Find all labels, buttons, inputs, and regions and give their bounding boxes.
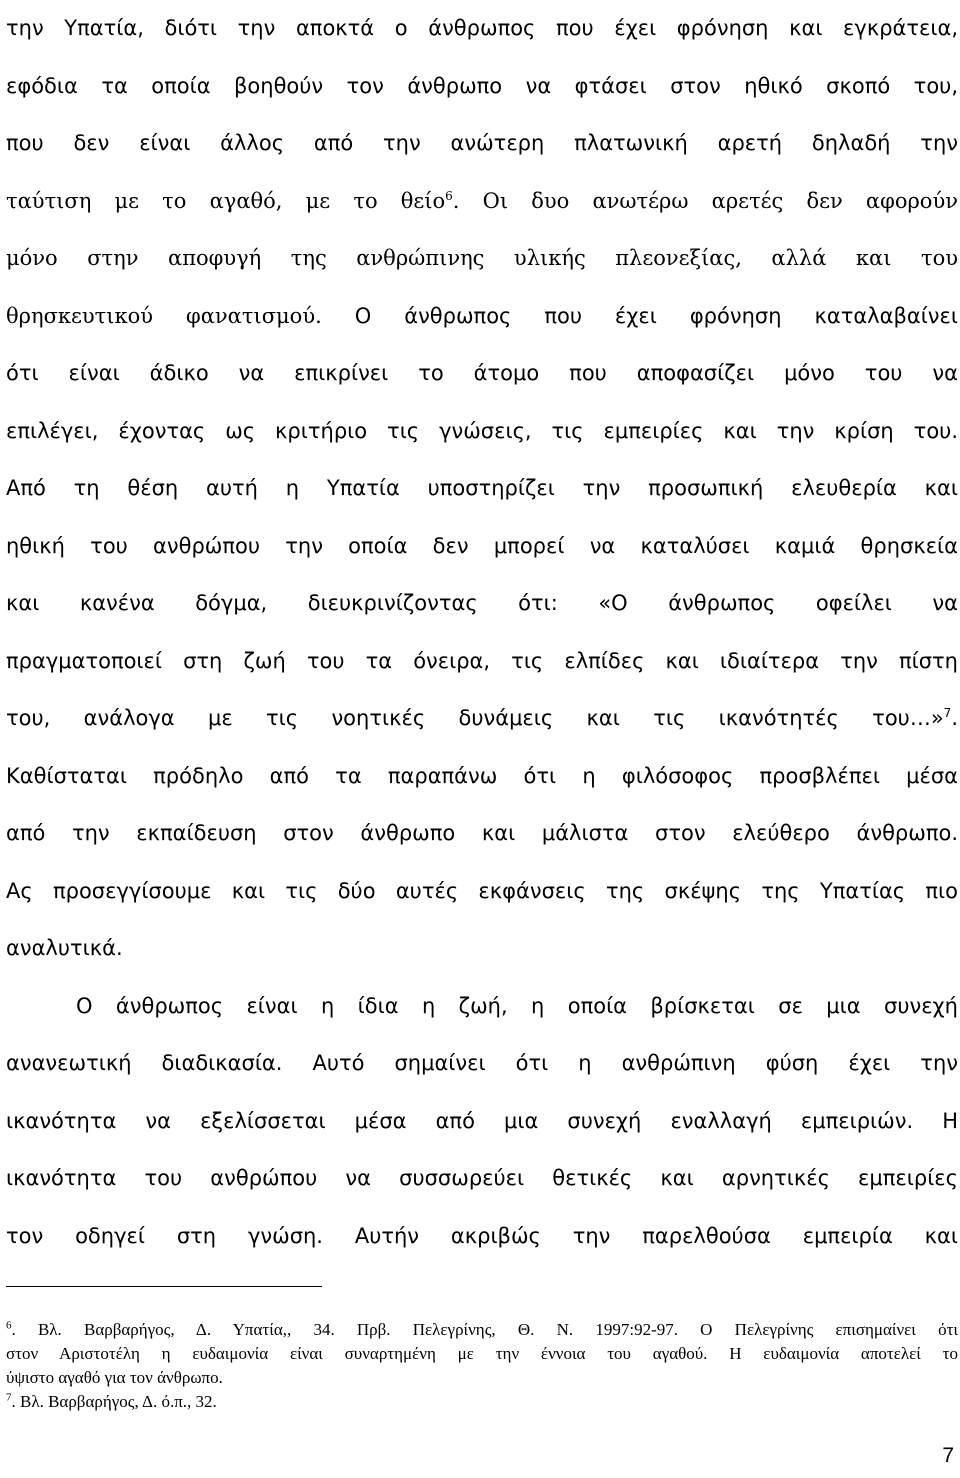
text-line: εφόδια τα οποία βοηθούν τον άνθρωπο να φτάσει στον ηθικό σκοπό του,: [6, 73, 958, 98]
footnote-mark: 7: [6, 1391, 12, 1404]
text-line: αναλυτικά.: [6, 936, 123, 960]
text-line: Καθίσταται πρόδηλο από τα παραπάνω ότι η φιλόσοφος προσβλέπει μέσα: [6, 763, 958, 788]
footnote-7: [6, 1390, 958, 1414]
page-number: 7: [942, 1444, 954, 1467]
footnote-ref-7: 7: [943, 706, 952, 720]
text-segment: . Οι δυο ανωτέρω αρετές δεν αφορούν: [452, 188, 958, 213]
text-line: ότι είναι άδικο να επικρίνει το άτομο που αποφασίζει μόνο του να: [6, 361, 958, 385]
text-line: ηθική του ανθρώπου την οποία δεν μπορεί να καταλύσει καμιά θρησκεία: [6, 533, 958, 558]
footnote-6-cont: στον Αριστοτέλη η ευδαιμονία είναι συναρτημένη με την έννοια του αγαθού. Η ευδαιμονία αποτελεί το: [6, 1344, 958, 1363]
text-line: μόνο στην αποφυγή της ανθρώπινης υλικής πλεονεξίας, αλλά και του: [6, 246, 958, 270]
text-line: και κανένα δόγμα, διευκρινίζοντας ότι: «Ο άνθρωπος οφείλει να: [6, 591, 958, 615]
text-segment: θρησκευτικού φανατισμού.: [6, 303, 322, 328]
footnotes: [6, 1318, 958, 1414]
text-line: Από τη θέση αυτή η Υπατία υποστηρίζει την προσωπική ελευθερία και: [6, 476, 958, 500]
text-line: Ας προσεγγίσουμε και τις δύο αυτές εκφάνσεις της σκέψης της Υπατίας πιο: [6, 878, 958, 903]
text-line: επιλέγει, έχοντας ως κριτήριο τις γνώσεις, τις εμπειρίες και την κρίση του.: [6, 418, 958, 443]
footnote-6: [6, 1318, 958, 1342]
text-line: τον οδηγεί στη γνώση. Αυτήν ακριβώς την παρελθούσα εμπειρία και: [6, 1223, 958, 1248]
text-line: [6, 690, 958, 748]
text-line: ανανεωτική διαδικασία. Αυτό σημαίνει ότι η ανθρώπινη φύση έχει την: [6, 1051, 958, 1075]
text-segment: Ο άνθρωπος που έχει φρόνηση καταλαβαίνει: [321, 303, 958, 328]
text-line: από την εκπαίδευση στον άνθρωπο και μάλιστα στον ελεύθερο άνθρωπο.: [6, 821, 958, 845]
footnote-separator: [6, 1286, 322, 1287]
footnote-text: . Βλ. Βαρβαρήγος, Δ. Υπατία,, 34. Πρβ. Πελεγρίνης, Θ. Ν. 1997:92-97. Ο Πελεγρίνης επισημαίνει ότι: [11, 1320, 958, 1339]
footnote-ref-6: 6: [445, 188, 453, 203]
text-line: Ο άνθρωπος είναι η ίδια η ζωή, η οποία βρίσκεται σε μια συνεχή: [76, 993, 958, 1018]
footnote-text: . Βλ. Βαρβαρήγος, Δ. ό.π., 32.: [11, 1392, 217, 1411]
footnote-6-end: ύψιστο αγαθό για τον άνθρωπο.: [6, 1368, 223, 1387]
footnote-mark: 6: [6, 1319, 12, 1332]
text-line: την Υπατία, διότι την αποκτά ο άνθρωπος που έχει φρόνηση και εγκράτεια,: [6, 16, 958, 40]
body-text: [6, 0, 958, 1265]
text-line: [6, 288, 958, 346]
text-line: ικανότητα να εξελίσσεται μέσα από μια συνεχή εναλλαγή εμπειριών. Η: [6, 1108, 958, 1133]
text-line: [6, 173, 958, 231]
text-segment: του, ανάλογα με τις νοητικές δυνάμεις και τις ικανότητές του…»: [6, 706, 944, 730]
text-line: πραγματοποιεί στη ζωή του τα όνειρα, τις ελπίδες και ιδιαίτερα την πίστη: [6, 648, 958, 673]
text-segment: ταύτιση με το αγαθό, με το θείο: [6, 188, 446, 213]
text-line: ικανότητα του ανθρώπου να συσσωρεύει θετικές και αρνητικές εμπειρίες: [6, 1166, 958, 1190]
text-line: που δεν είναι άλλος από την ανώτερη πλατωνική αρετή δηλαδή την: [6, 131, 958, 155]
text-segment: .: [951, 706, 958, 730]
